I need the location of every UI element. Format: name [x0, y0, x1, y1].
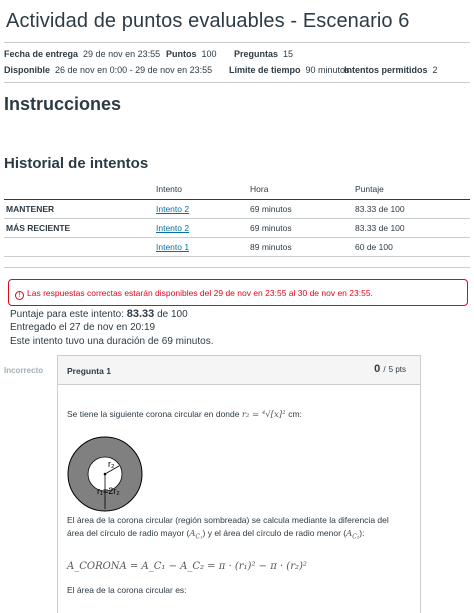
alert-circle-icon: ! [15, 291, 24, 300]
attempt-link[interactable]: Intento 1 [156, 241, 190, 252]
question-header [58, 356, 420, 385]
attempt-time: 69 minutos [250, 218, 355, 237]
question-prompt: El área de la corona circular es: [67, 585, 187, 595]
row-label [4, 237, 156, 256]
time-limit: Límite de tiempo 90 minutos [229, 65, 350, 75]
attempt-link[interactable]: Intento 2 [156, 222, 190, 233]
attempt-score-value: 83.33 [126, 308, 155, 320]
question-card [57, 355, 421, 613]
column-header [4, 180, 156, 199]
instructions-heading: Instrucciones [4, 94, 122, 114]
question-count: Preguntas 15 [234, 49, 294, 59]
attempt-time: 69 minutos [250, 199, 355, 218]
quiz-meta-row-2 [4, 65, 470, 77]
divider [4, 82, 470, 83]
attempt-history-table [4, 180, 470, 257]
attempt-time: 89 minutos [250, 237, 355, 256]
row-label: MÁS RECIENTE [4, 218, 156, 237]
area-formula: A_CORONA = A_C₁ − A_C₂ = π · (r₁)² − π · (r₂)² [67, 561, 307, 572]
figure-label-r1: r₁=2r₂ [97, 486, 120, 496]
attempt-score: 83.33 de 100 [355, 218, 470, 237]
table-row [4, 237, 470, 256]
question-points: 0 / 5 pts [374, 363, 406, 375]
attempt-link[interactable]: Intento 2 [156, 203, 190, 214]
annulus-figure [67, 436, 143, 512]
question-title: Pregunta 1 [67, 366, 111, 376]
points: Puntos 100 [166, 49, 217, 59]
table-row [4, 218, 470, 237]
row-label: MANTENER [4, 199, 156, 218]
availability: Disponible 26 de nov en 0:00 - 29 de nov en 23:55 [4, 65, 213, 75]
due-date: Fecha de entrega 29 de nov en 23:55 [4, 49, 161, 59]
attempt-duration: Este intento tuvo una duración de 69 minutos. [10, 336, 214, 347]
question-text-explanation: El área de la corona circular (región sombreada) se calcula mediante la diferencia del área del círculo de radio mayor $(A_{C_1})$ y el área del círculo de radio menor $(A_{C_2})$: [67, 515, 389, 541]
quiz-meta-row-1 [4, 49, 470, 61]
figure-label-r2: r₂ [108, 459, 115, 469]
attempt-score: 83.33 de 100 [355, 199, 470, 218]
column-header: Intento [156, 180, 250, 199]
attempt-score: 60 de 100 [355, 237, 470, 256]
history-heading: Historial de intentos [4, 155, 149, 172]
table-row [4, 199, 470, 218]
question-status-label: Incorrecto [4, 366, 44, 375]
answers-availability-alert [8, 279, 468, 306]
page-title: Actividad de puntos evaluables - Escenario 6 [6, 10, 410, 32]
table-header-row [4, 180, 470, 199]
question-text-intro: Se tiene la siguiente corona circular en donde r₂ = ⁴√[x]² cm: [67, 409, 302, 420]
attempts-allowed: Intentos permitidos 2 [344, 65, 438, 75]
divider [4, 42, 470, 43]
divider [4, 267, 470, 268]
alert-text: Las respuestas correctas estarán disponibles del 29 de nov en 23:55 al 30 de nov en 23:55. [27, 288, 373, 298]
column-header: Puntaje [355, 180, 470, 199]
column-header: Hora [250, 180, 355, 199]
submitted-date: Entregado el 27 de nov en 20:19 [10, 322, 156, 333]
attempt-score-line: Puntaje para este intento: 83.33 de 100 [10, 308, 188, 320]
